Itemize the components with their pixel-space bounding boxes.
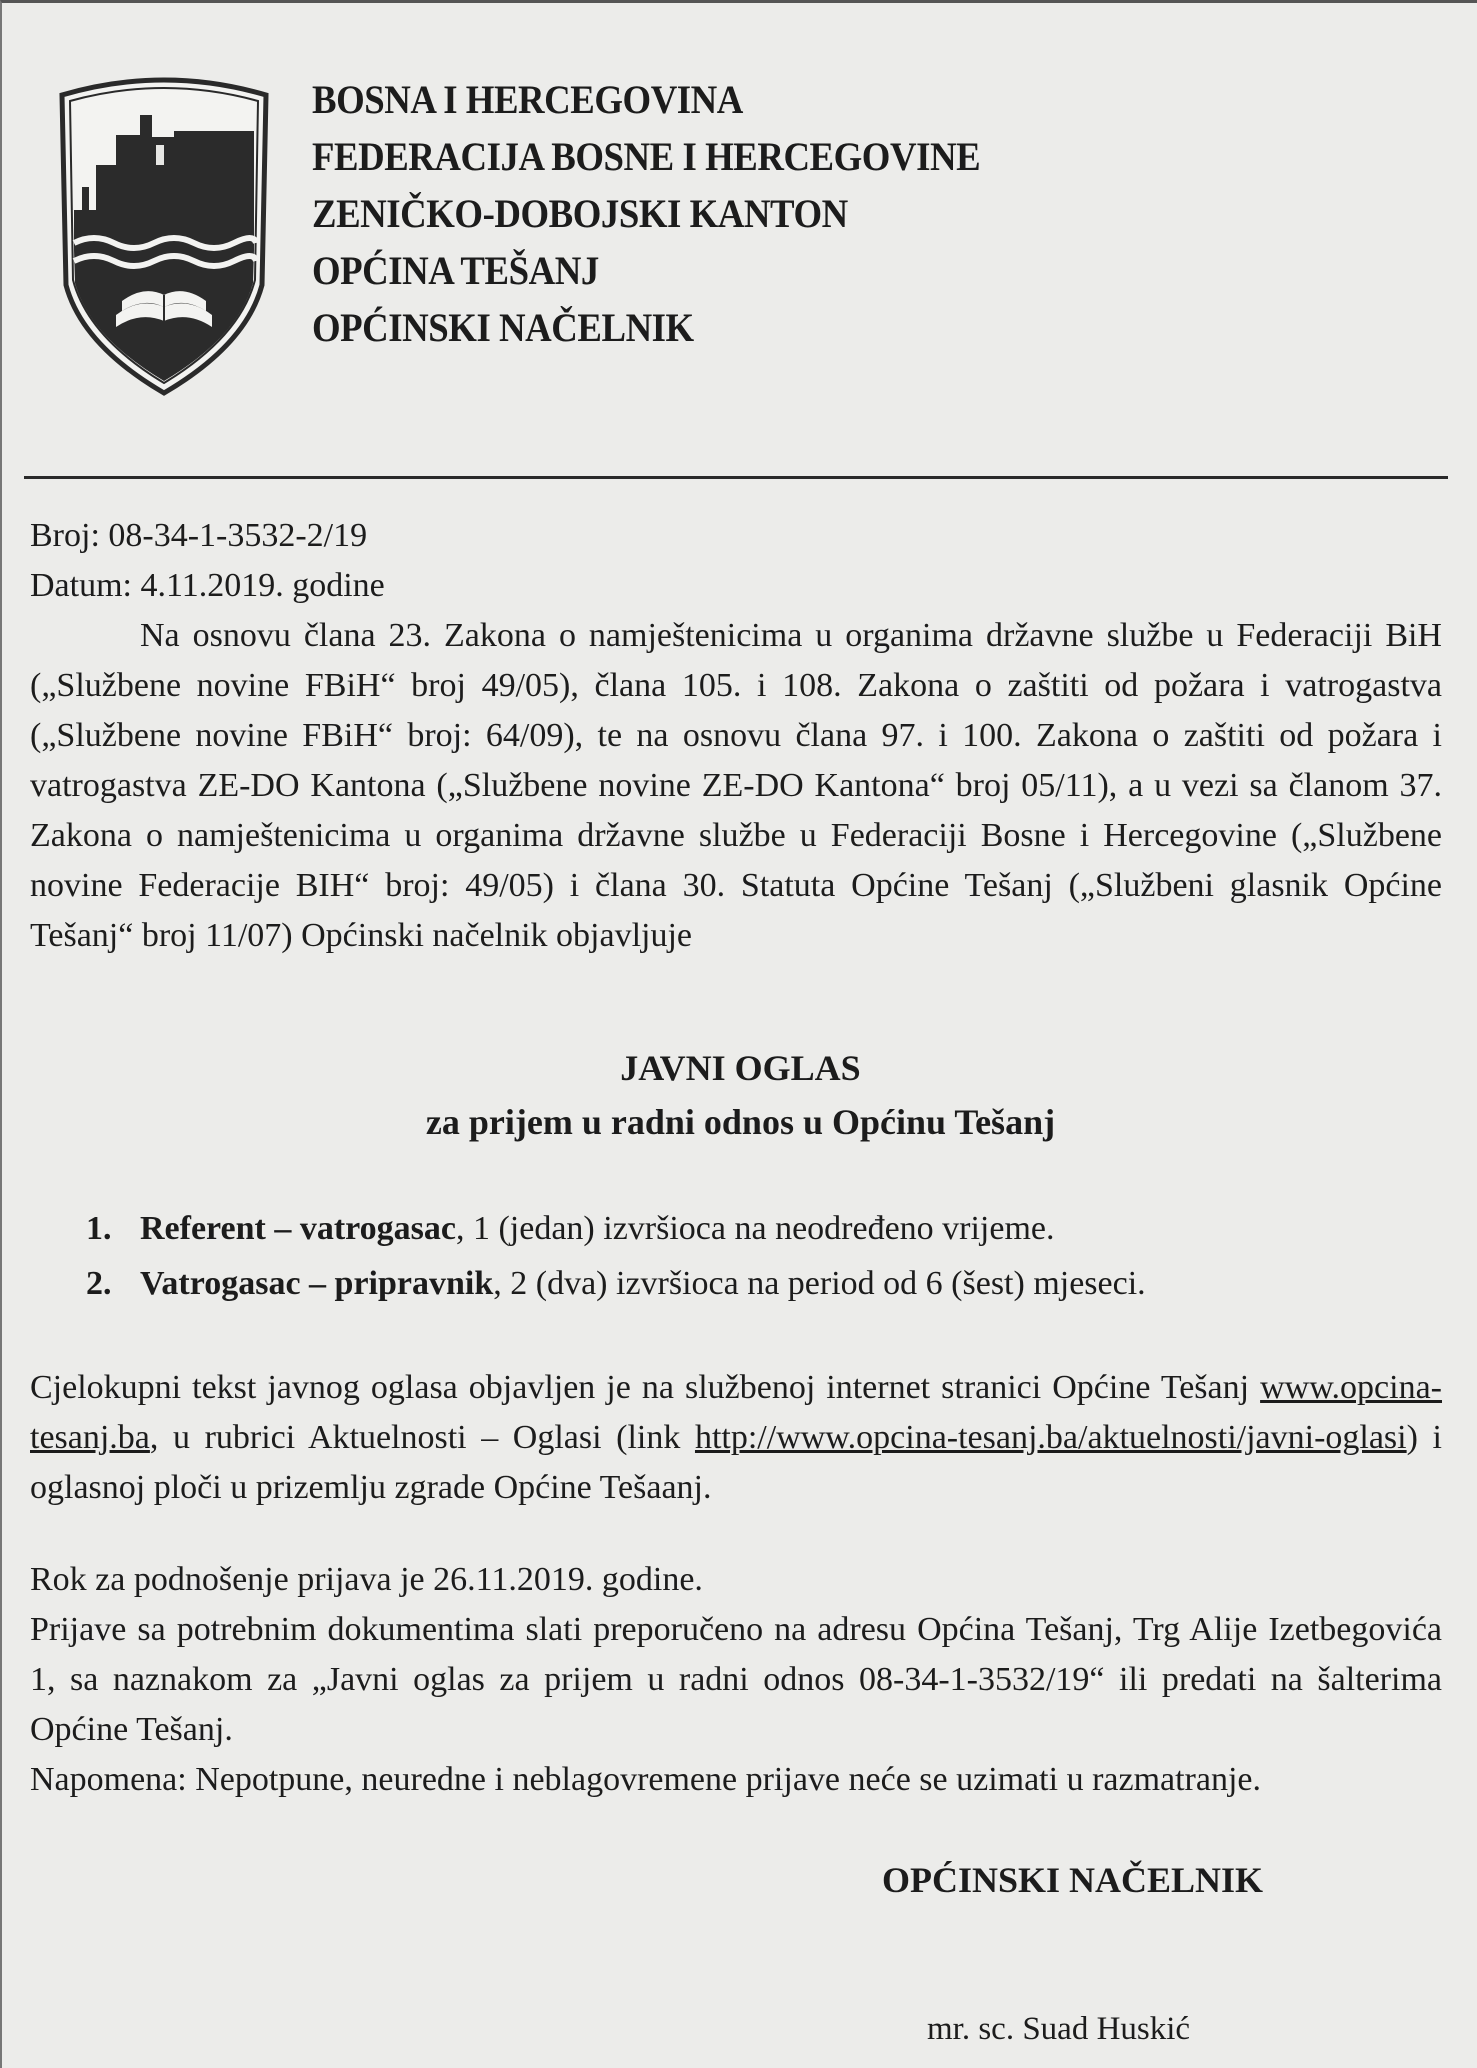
position-name: Referent – vatrogasac: [140, 1210, 456, 1247]
header-line-office: OPĆINSKI NAČELNIK: [312, 305, 694, 350]
full-text-end: ) i oglasnoj ploči u prizemlju zgrade Općine Tešaanj.: [30, 1419, 1442, 1506]
full-text-paragraph: [30, 1363, 1442, 1513]
legal-basis-text: Na osnovu člana 23. Zakona o namještenicima u organima državne službe u Federaciji BiH („Službene novine FBiH“ broj 49/05), člana 105. i 108. Zakona o zaštiti od požara i vatrogastva („Službene novine FBiH“ broj: 64/09), te na osnovu člana 97. i 100. Zakona o zaštiti od požara i vatrogastva ZE-DO Kantona („Službene novine ZE-DO Kantona“ broj 05/11), a u vezi sa članom 37. Zakona o namještenicima u organima državne službe u Federaciji Bosne i Hercegovine („Službene novine Federacije BIH“ broj: 49/05) i člana 30. Statuta Općine Tešanj („Službeni glasnik Općine Tešanj“ broj 11/07) Općinski načelnik objavljuje: [30, 617, 1442, 954]
header-line-federation: FEDERACIJA BOSNE I HERCEGOVINE: [312, 134, 981, 179]
list-item: [86, 1256, 1146, 1311]
issuer-header: [312, 71, 980, 356]
coat-of-arms-icon: [56, 75, 272, 401]
position-number: 1.: [86, 1210, 112, 1247]
announcement-subtitle: za prijem u radni odnos u Općinu Tešanj: [425, 1102, 1056, 1142]
position-detail: , 2 (dva) izvršioca na period od 6 (šest) mjeseci.: [493, 1265, 1146, 1302]
header-line-municipality: OPĆINA TEŠANJ: [312, 248, 599, 293]
announcement-heading: [2, 1041, 1477, 1149]
position-number: 2.: [86, 1265, 112, 1302]
header-line-country: BOSNA I HERCEGOVINA: [312, 77, 743, 122]
signature-name: mr. sc. Suad Huskić: [927, 2011, 1191, 2047]
note-text: Napomena: Nepotpune, neuredne i neblagovremene prijave neće se uzimati u razmatranje.: [30, 1761, 1262, 1798]
position-name: Vatrogasac – pripravnik: [140, 1265, 494, 1302]
reference-date: Datum: 4.11.2019. godine: [30, 567, 385, 604]
list-item: [86, 1201, 1146, 1256]
application-info: [30, 1555, 1442, 1805]
reference-block: [30, 511, 1442, 611]
ads-page-link[interactable]: http://www.opcina-tesanj.ba/aktuelnosti/javni-oglasi: [694, 1419, 1407, 1456]
positions-list: [86, 1201, 1146, 1311]
header-divider: [24, 476, 1448, 479]
position-detail: , 1 (jedan) izvršioca na neodređeno vrijeme.: [455, 1210, 1055, 1247]
full-text-intro: Cjelokupni tekst javnog oglasa objavljen je na službenoj internet stranici Općine Tešanj: [30, 1369, 1261, 1406]
full-text-middle: , u rubrici Aktuelnosti – Oglasi (link: [149, 1419, 695, 1456]
reference-number: Broj: 08-34-1-3532-2/19: [30, 517, 368, 554]
signature-title: OPĆINSKI NAČELNIK: [882, 1860, 1264, 1900]
submission-text: Prijave sa potrebnim dokumentima slati preporučeno na adresu Općina Tešanj, Trg Alije Izetbegovića 1, sa naznakom za „Javni oglas za prijem u radni odnos 08-34-1-3532/19“ ili predati na šalterima Općine Tešanj.: [30, 1611, 1442, 1748]
legal-basis-paragraph: [30, 611, 1442, 961]
deadline-text: Rok za podnošenje prijava je 26.11.2019. godine.: [30, 1561, 703, 1598]
header-line-canton: ZENIČKO-DOBOJSKI KANTON: [312, 191, 848, 236]
website-link[interactable]: www.opcina-tesanj.ba: [30, 1369, 1442, 1456]
announcement-title: JAVNI OGLAS: [620, 1048, 861, 1088]
